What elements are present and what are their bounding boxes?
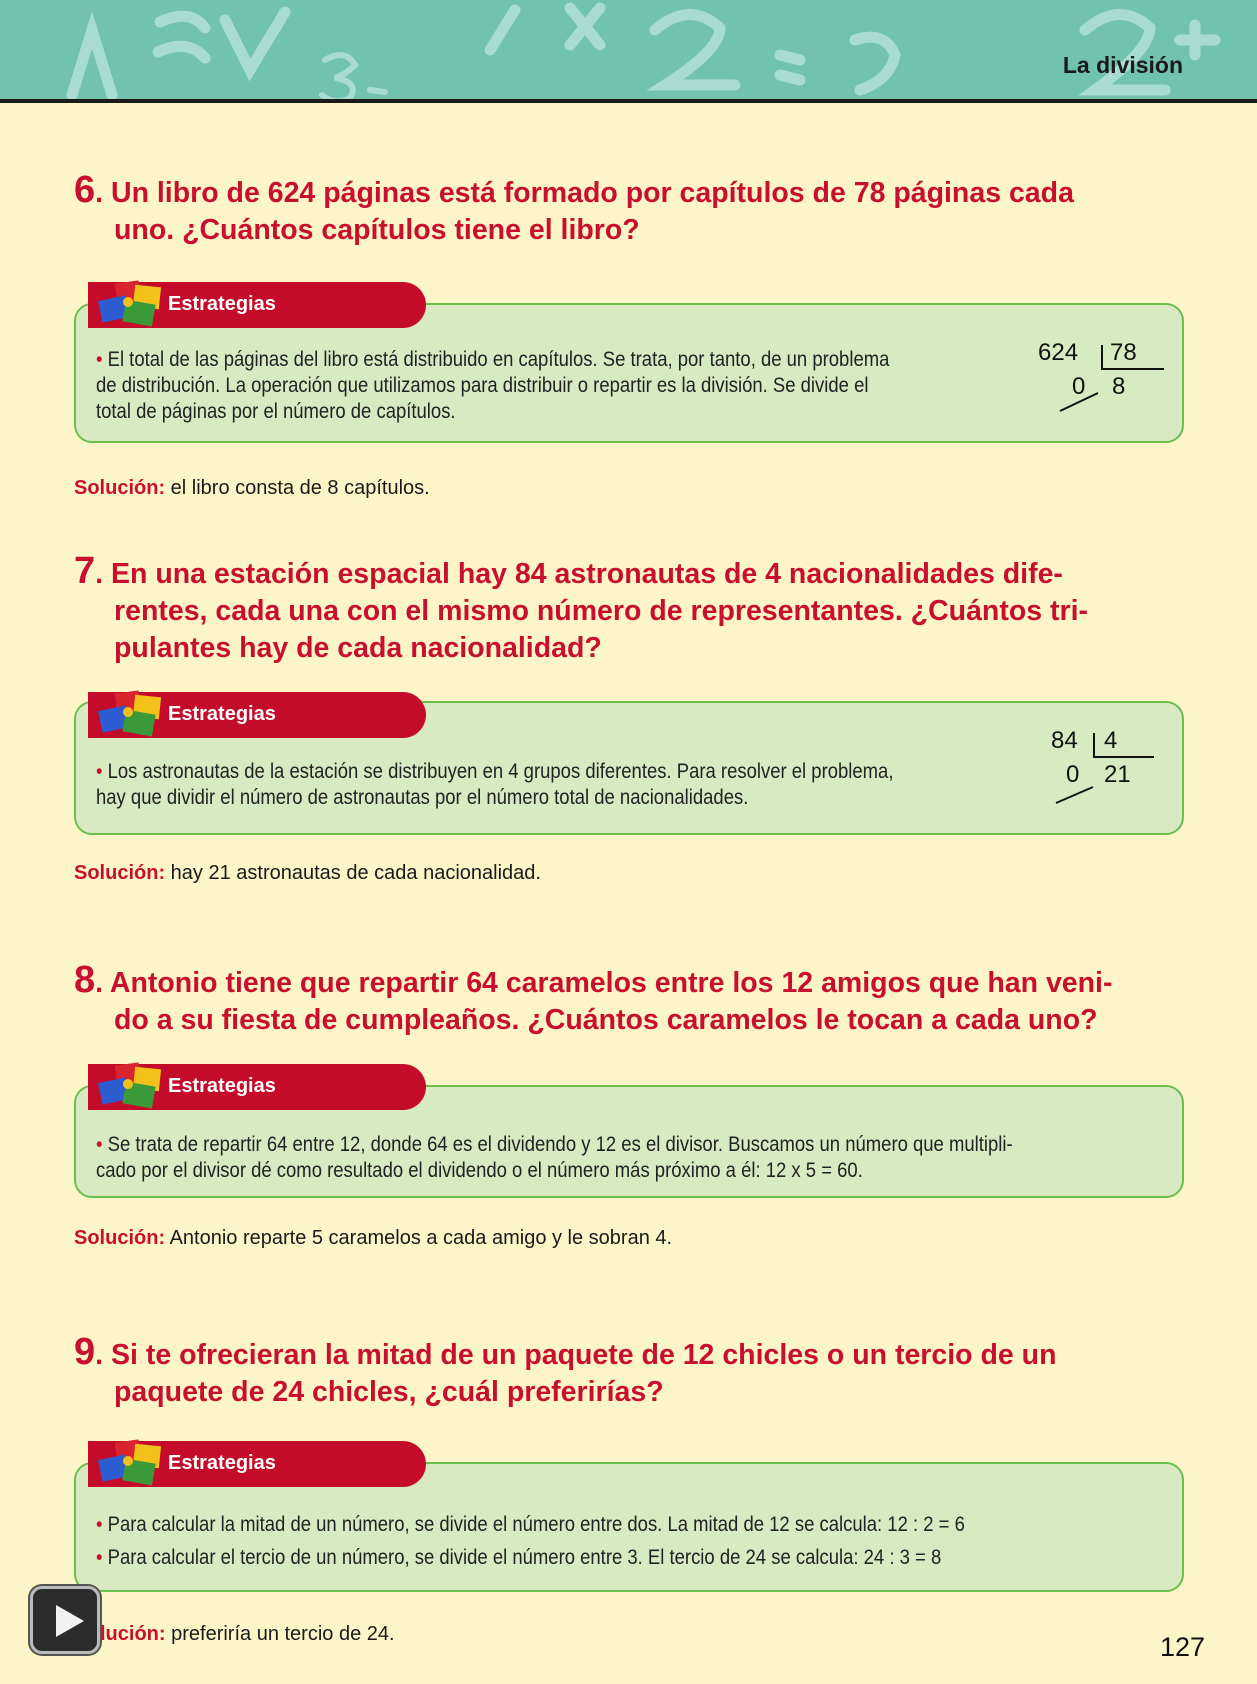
division-bracket (1038, 339, 1168, 419)
bullet-icon: • (96, 1546, 103, 1569)
problem-title-line: uno. ¿Cuántos capítulos tiene el libro? (114, 214, 640, 246)
puzzle-icon (94, 686, 170, 746)
solution (74, 477, 430, 500)
solution (100, 1623, 395, 1646)
dividend: 624 (1038, 339, 1079, 366)
strategy-line: cado por el divisor dé como resultado el dividendo o el número más próximo a él: 12 x 5 = 60. (96, 1159, 863, 1182)
play-button[interactable] (30, 1586, 100, 1654)
strategy-line: Los astronautas de la estación se distribuyen en 4 grupos diferentes. Para resolver el problema, (107, 760, 894, 783)
problem-number: 6 (74, 169, 96, 211)
problem-number: 8 (74, 959, 96, 1001)
puzzle-icon (94, 1058, 170, 1118)
bullet-icon: • (96, 1133, 103, 1156)
long-division (1051, 727, 1171, 807)
strategy-text (96, 1508, 965, 1574)
division-bracket (1051, 727, 1171, 807)
strategy-text (96, 347, 889, 425)
strategy-line: Para calcular el tercio de un número, se divide el número entre 3. El tercio de 24 se calcula: 24 : 3 = 8 (107, 1546, 942, 1569)
remainder: 0 (1066, 761, 1080, 788)
solution (74, 862, 541, 885)
problem-title-line: Si te ofrecieran la mitad de un paquete de 12 chicles o un tercio de un (110, 1339, 1057, 1371)
problem-number: 9 (74, 1331, 96, 1373)
problem-title-line: paquete de 24 chicles, ¿cuál preferirías? (114, 1376, 664, 1408)
solution-text: hay 21 astronautas de cada nacionalidad. (170, 862, 541, 884)
problem-title-line: Antonio tiene que repartir 64 caramelos entre los 12 amigos que han veni- (109, 967, 1113, 999)
strategy-label: Estrategias (168, 703, 276, 725)
strategy-text (96, 1132, 1013, 1184)
solution-text: el libro consta de 8 capítulos. (170, 477, 430, 499)
strategy-tab (88, 1064, 426, 1110)
quotient: 8 (1112, 373, 1126, 400)
puzzle-icon (94, 1435, 170, 1495)
solution-text: Antonio reparte 5 caramelos a cada amigo y le sobran 4. (169, 1227, 673, 1249)
strategy-tab (88, 1441, 426, 1487)
page-number: 127 (1159, 1632, 1205, 1662)
problem-7-title: 7. En una estación espacial hay 84 astronautas de 4 nacionalidades dife- rentes, cada una con el mismo número de representantes. ¿Cuántos tri- pulantes hay de cada nacionalidad? (74, 553, 1088, 667)
problem-title-line: do a su fiesta de cumpleaños. ¿Cuántos caramelos le tocan a cada uno? (114, 1004, 1098, 1036)
problem-9-title: 9. Si te ofrecieran la mitad de un paquete de 12 chicles o un tercio de un paquete de 24 chicles, ¿cuál preferirías? (74, 1334, 1056, 1411)
solution-label: lución: (100, 1623, 166, 1645)
problem-title-line: Un libro de 624 páginas está formado por capítulos de 78 páginas cada (110, 177, 1074, 209)
strategy-label: Estrategias (168, 1075, 276, 1097)
bullet-icon: • (96, 348, 103, 371)
page-header (0, 0, 1257, 103)
problem-title-line: En una estación espacial hay 84 astronautas de 4 nacionalidades dife- (110, 558, 1063, 590)
strategy-line: Se trata de repartir 64 entre 12, donde 64 es el dividendo y 12 es el divisor. Buscamos un número que multipli- (107, 1133, 1013, 1156)
solution-label: Solución: (74, 862, 166, 884)
chapter-title: La división (1062, 52, 1183, 78)
dividend: 84 (1051, 727, 1078, 754)
strategy-line: El total de las páginas del libro está distribuido en capítulos. Se trata, por tanto, de un problema (107, 348, 890, 371)
strategy-tab (88, 692, 426, 738)
problem-6-title: 6. Un libro de 624 páginas está formado por capítulos de 78 páginas cada uno. ¿Cuántos capítulos tiene el libro? (74, 172, 1074, 249)
strategy-line: de distribución. La operación que utilizamos para distribuir o repartir es la división. Se divide el (96, 374, 869, 397)
solution-text: preferiría un tercio de 24. (171, 1623, 395, 1645)
solution-label: Solución: (74, 477, 166, 499)
play-icon (56, 1605, 84, 1637)
quotient: 21 (1104, 761, 1131, 788)
problem-title-line: pulantes hay de cada nacionalidad? (114, 632, 602, 664)
divisor: 4 (1104, 727, 1118, 754)
strategy-label: Estrategias (168, 1452, 276, 1474)
strategy-line: Para calcular la mitad de un número, se divide el número entre dos. La mitad de 12 se calcula: 12 : 2 = 6 (107, 1513, 965, 1536)
long-division (1038, 339, 1168, 419)
bullet-icon: • (96, 760, 103, 783)
strategy-text (96, 759, 893, 811)
puzzle-icon (94, 276, 170, 336)
strategy-label: Estrategias (168, 293, 276, 315)
strategy-line: total de páginas por el número de capítulos. (96, 400, 456, 423)
divisor: 78 (1110, 339, 1137, 366)
bullet-icon: • (96, 1513, 103, 1536)
solution-label: Solución: (74, 1227, 166, 1249)
strategy-line: hay que dividir el número de astronautas por el número total de nacionalidades. (96, 786, 749, 809)
problem-number: 7 (74, 550, 96, 592)
problem-title-line: rentes, cada una con el mismo número de representantes. ¿Cuántos tri- (114, 595, 1088, 627)
problem-8-title: 8. Antonio tiene que repartir 64 caramelos entre los 12 amigos que han veni- do a su fiesta de cumpleaños. ¿Cuántos caramelos le tocan a cada uno? (74, 962, 1112, 1039)
strategy-tab (88, 282, 426, 328)
remainder: 0 (1072, 373, 1086, 400)
solution (74, 1227, 672, 1250)
